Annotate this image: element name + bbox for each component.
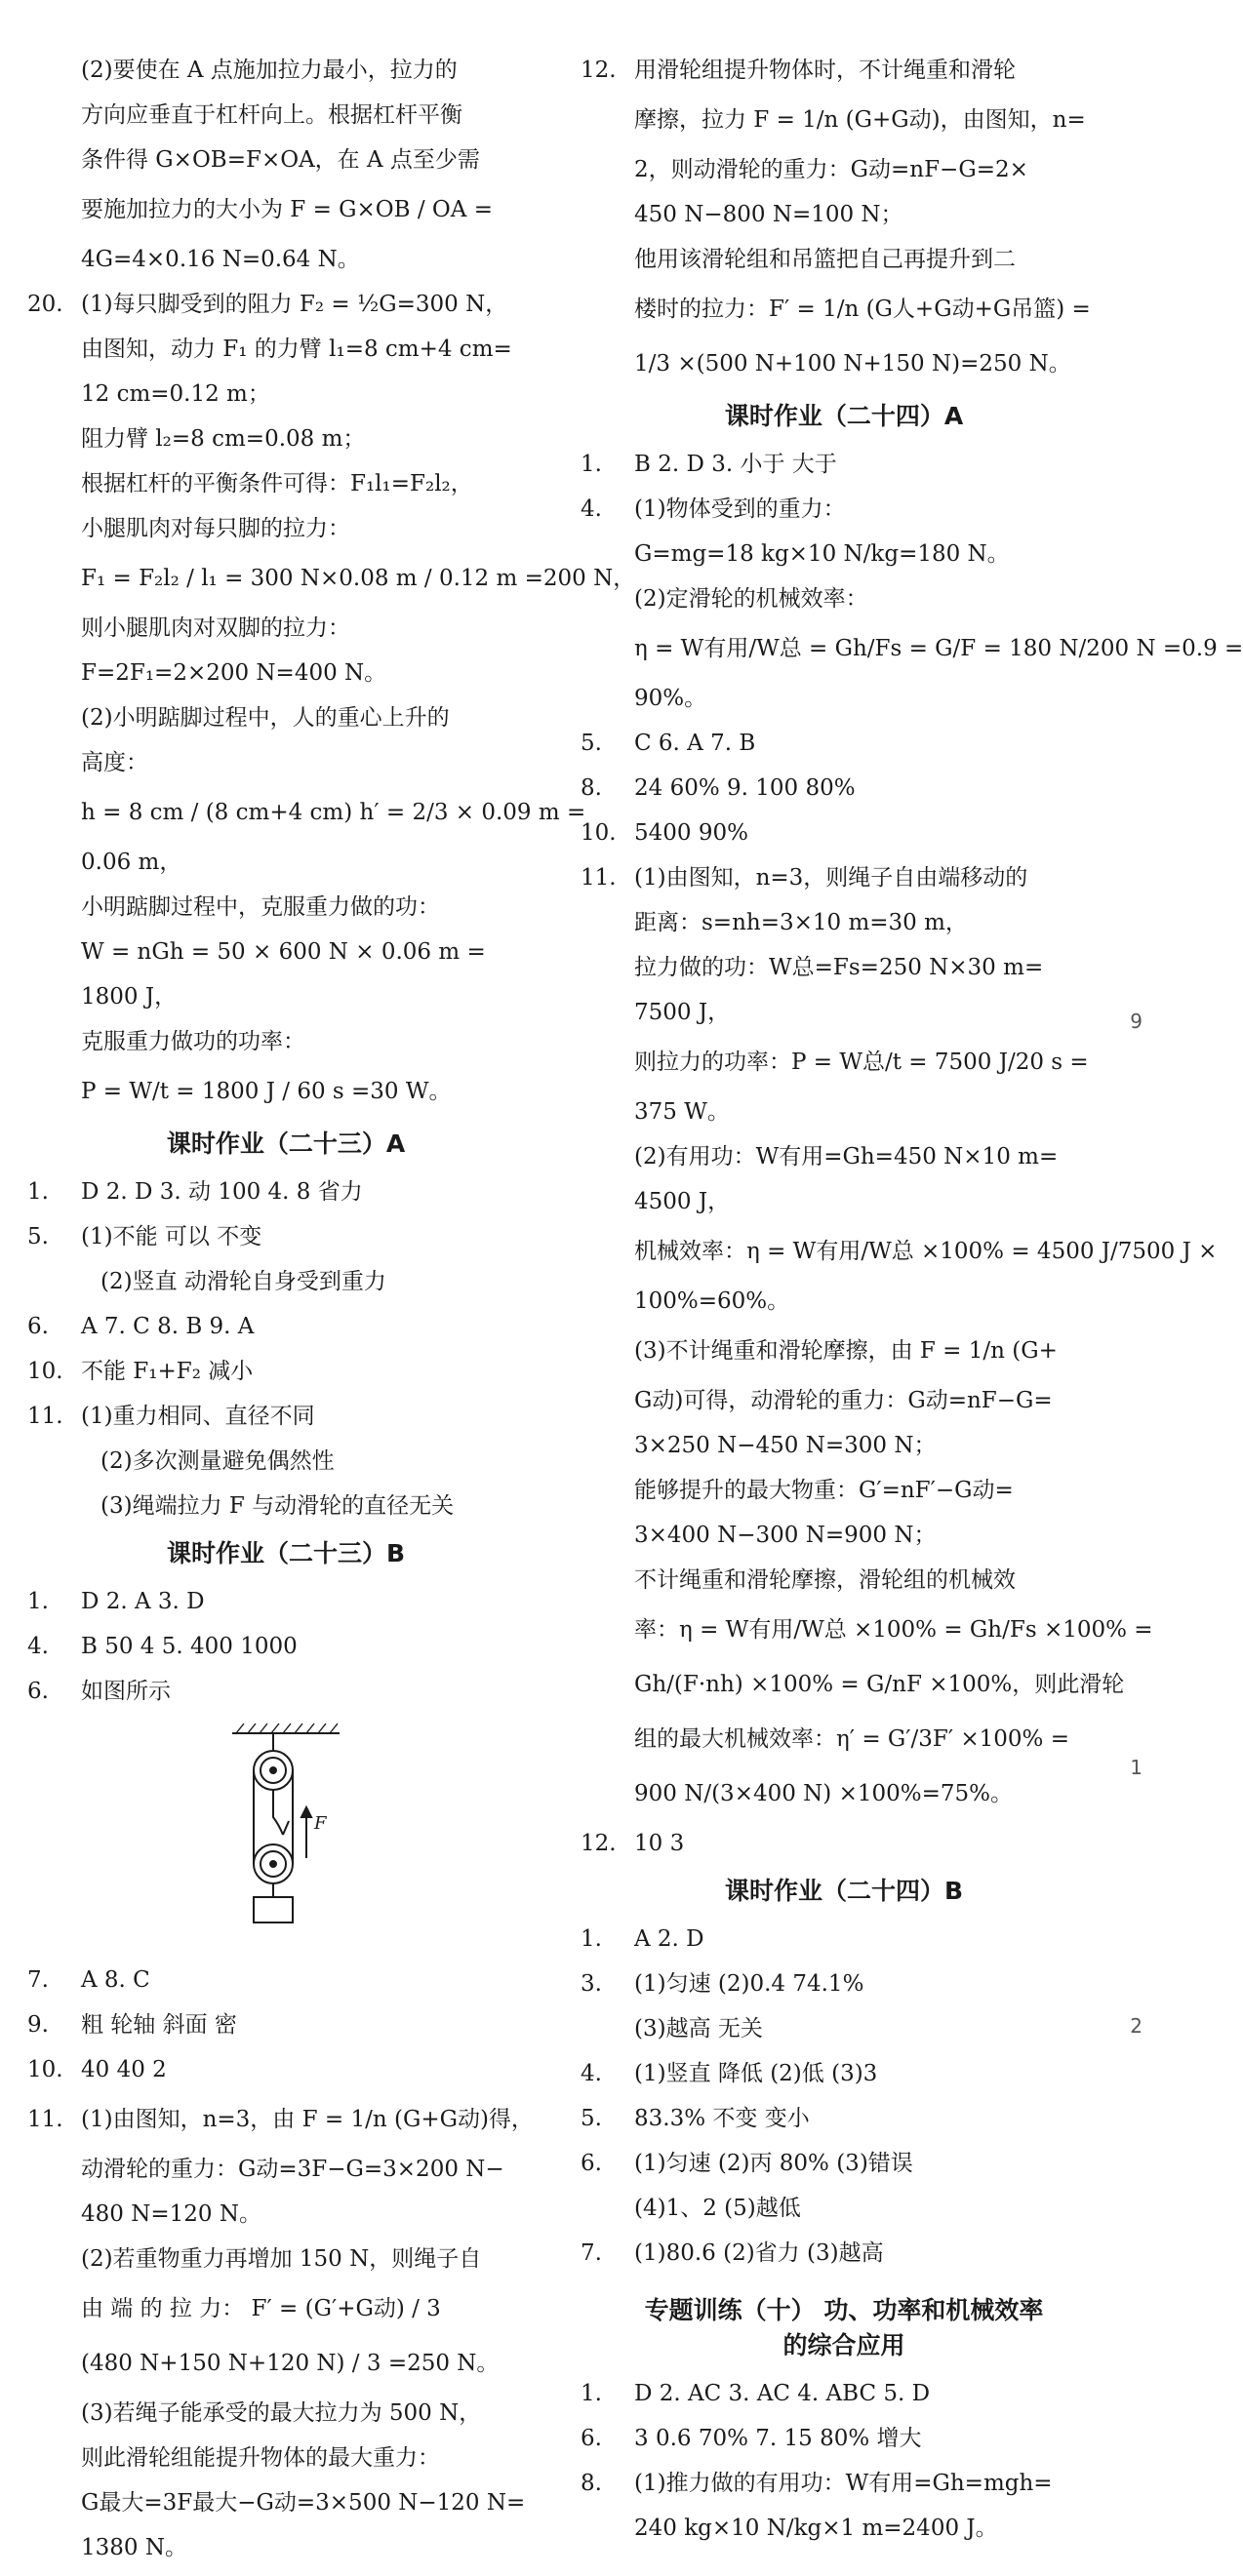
question-number: 12. — [581, 58, 617, 83]
special-heading-line-1: 专题训练（十） 功、功率和机械效率 — [644, 2296, 1044, 2324]
answer-line — [581, 1967, 1107, 2001]
answer-text: (3)越高 无关 — [634, 2016, 763, 2041]
answer-line — [581, 2422, 1107, 2455]
answer-text: D 2. A 3. D — [81, 1589, 205, 1614]
answer-text: 240 kg×10 N/kg×1 m=2400 J。 — [634, 2516, 998, 2541]
answer-line — [581, 1230, 1218, 1273]
question-number: 6. — [581, 2426, 602, 2451]
question-number: 4. — [581, 496, 602, 522]
answer-text: 根据杠杆的平衡条件可得：F₁l₁=F₂l₂， — [81, 471, 473, 496]
answer-line — [27, 377, 544, 411]
answer-text: 距离：s=nh=3×10 m=30 m， — [634, 910, 968, 935]
answer-line — [27, 1963, 544, 1997]
section-heading-special-10 — [581, 2293, 1107, 2363]
answer-line — [27, 2531, 544, 2564]
section-heading-23b: 课时作业（二十三）B — [166, 1539, 406, 1567]
answer-line — [581, 2102, 1107, 2135]
answer-line — [27, 243, 544, 276]
answer-line — [27, 656, 544, 690]
answer-text: 摩擦，拉力 F = 1/n (G+G动)，由图知，n= — [634, 107, 1086, 133]
answer-line — [581, 342, 1107, 385]
question-number: 9. — [27, 2012, 49, 2038]
right-answer-block-1 — [581, 54, 1107, 385]
question-number: 11. — [27, 2107, 63, 2132]
answer-text: 拉力做的功：W总=Fs=250 N×30 m= — [634, 955, 1044, 980]
answer-text: 2，则动滑轮的重力：G动=nF−G=2× — [634, 157, 1028, 182]
answer-line — [27, 1400, 544, 1433]
answer-line — [581, 1519, 1107, 1552]
answer-text: 克服重力做功的功率： — [81, 1029, 305, 1054]
answer-text: 楼时的拉力：F′ = 1/n (G人+G动+G吊篮) = — [634, 297, 1091, 322]
answer-text: C 6. A 7. B — [634, 731, 756, 756]
answer-line — [581, 2057, 1107, 2090]
answer-text: 不计绳重和滑轮摩擦，滑轮组的机械效 — [634, 1567, 1016, 1593]
answer-text: G=mg=18 kg×10 N/kg=180 N。 — [634, 541, 1010, 567]
answer-text: D 2. D 3. 动 100 4. 8 省力 — [81, 1179, 363, 1205]
answer-line — [581, 816, 1107, 850]
question-number: 4. — [581, 2061, 602, 2086]
answer-text: 方向应垂直于杠杆向上。根据杠杆平衡 — [81, 102, 462, 128]
answer-line — [27, 333, 544, 366]
left-answer-block-4 — [27, 1963, 544, 2564]
answer-text: (2)多次测量避免偶然性 — [100, 1448, 335, 1474]
answer-line — [27, 99, 544, 132]
answer-line — [27, 1220, 544, 1253]
answer-text: (3)不计绳重和滑轮摩擦，由 F = 1/n (G+ — [634, 1338, 1058, 1364]
answer-line — [27, 2053, 544, 2086]
answer-line — [27, 2153, 544, 2186]
answer-text: W = nGh = 50 × 600 N × 0.06 m = — [81, 939, 486, 965]
question-number: 1. — [27, 1589, 49, 1614]
question-number: 1. — [581, 1926, 602, 1952]
answer-line — [27, 2441, 544, 2475]
answer-line — [581, 1474, 1107, 1507]
question-number: 5. — [27, 1224, 49, 1249]
answer-text: 3 0.6 70% 7. 15 80% 增大 — [634, 2426, 922, 2451]
answer-text: 不能 F₁+F₂ 减小 — [81, 1359, 254, 1384]
answer-line — [581, 1772, 1107, 1815]
answer-line — [581, 1718, 1107, 1761]
answer-line — [581, 1608, 1153, 1651]
question-number: 8. — [581, 2471, 602, 2496]
answer-line — [581, 682, 1107, 715]
answer-text: h = 8 cm / (8 cm+4 cm) h′ = 2/3 × 0.09 m = — [81, 800, 586, 825]
answer-line — [581, 448, 1107, 481]
answer-line — [581, 537, 1107, 571]
pulley-diagram — [27, 1720, 554, 1944]
answer-text: (1)重力相同、直径不同 — [81, 1404, 315, 1429]
question-number: 1. — [581, 452, 602, 477]
answer-line — [581, 1285, 1107, 1318]
answer-text: 24 60% 9. 100 80% — [634, 775, 856, 801]
answer-line — [581, 1384, 1107, 1417]
answer-line — [27, 2486, 544, 2519]
answer-text: 12 cm=0.12 m； — [81, 381, 270, 407]
answer-text: 5400 90% — [634, 820, 748, 846]
answer-text: 3×250 N−450 N=300 N； — [634, 1433, 937, 1458]
answer-text: 组的最大机械效率：η′ = G′/3F′ ×100% = — [634, 1726, 1069, 1752]
answer-line — [27, 422, 544, 456]
question-number: 8. — [581, 775, 602, 801]
question-number: 3. — [581, 1971, 602, 1997]
answer-text: (1)推力做的有用功：W有用=Gh=mgh= — [634, 2471, 1053, 2496]
answer-text: (2)竖直 动滑轮自身受到重力 — [100, 1269, 386, 1294]
answer-text: G动)可得，动滑轮的重力：G动=nF−G= — [634, 1388, 1053, 1413]
answer-line — [581, 198, 1107, 231]
answer-line — [27, 1675, 544, 1708]
answer-line — [581, 288, 1107, 331]
question-number: 10. — [27, 2057, 63, 2082]
answer-line — [27, 1070, 544, 1113]
answer-line — [581, 996, 1107, 1029]
answer-line — [27, 143, 544, 177]
answer-line — [27, 1025, 544, 1058]
answer-line — [581, 1140, 1107, 1173]
right-answer-block-4 — [581, 2377, 1107, 2545]
section-heading-23a: 课时作业（二十三）A — [166, 1129, 406, 1158]
answer-text: (1)匀速 (2)丙 80% (3)错误 — [634, 2151, 913, 2176]
question-number: 1. — [581, 2381, 602, 2406]
answer-text: (1)每只脚受到的阻力 F₂ = ½G=300 N， — [81, 292, 508, 317]
left-answer-block-3 — [27, 1585, 544, 1708]
answer-text: (2)若重物重力再增加 150 N，则绳子自 — [81, 2246, 482, 2272]
answer-text: 480 N=120 N。 — [81, 2201, 261, 2227]
question-number: 4. — [27, 1634, 49, 1659]
answer-line — [581, 1185, 1107, 1218]
answer-text: 450 N−800 N=100 N； — [634, 202, 903, 227]
answer-text: (2)定滑轮的机械效率： — [634, 586, 868, 612]
answer-text: 7500 J， — [634, 1000, 731, 1025]
answer-line — [27, 1489, 544, 1523]
answer-line — [581, 1429, 1107, 1462]
right-answer-block-2 — [581, 448, 1243, 1860]
answer-line — [27, 980, 544, 1013]
answer-text: 高度： — [81, 750, 148, 775]
answer-line — [581, 1564, 1107, 1597]
answer-line — [581, 1329, 1107, 1372]
answer-line — [581, 951, 1107, 984]
answer-text: 则拉力的功率：P = W总/t = 7500 J/20 s = — [634, 1050, 1089, 1075]
answer-line — [27, 2342, 544, 2385]
answer-line — [27, 1585, 544, 1618]
answer-text: (1)由图知，n=3，则绳子自由端移动的 — [634, 865, 1028, 891]
answer-text: 3×400 N−300 N=900 N； — [634, 1523, 937, 1548]
answer-line — [581, 153, 1107, 186]
answer-text: 粗 轮轴 斜面 密 — [81, 2012, 237, 2038]
answer-text: (4)1、2 (5)越低 — [634, 2196, 801, 2221]
question-number: 10. — [27, 1359, 63, 1384]
answer-text: 1/3 ×(500 N+100 N+150 N)=250 N。 — [634, 351, 1071, 376]
answer-text: 则小腿肌肉对双脚的拉力： — [81, 615, 350, 641]
answer-text: (3)若绳子能承受的最大拉力为 500 N， — [81, 2400, 482, 2426]
question-number: 7. — [27, 1967, 49, 1993]
left-column — [27, 54, 636, 2576]
force-label: F — [314, 1813, 327, 1834]
answer-text: 1800 J， — [81, 984, 178, 1010]
question-number: 11. — [581, 865, 617, 891]
answer-line — [27, 557, 636, 600]
answer-line — [581, 2512, 1107, 2545]
answer-text: 阻力臂 l₂=8 cm=0.08 m； — [81, 426, 366, 452]
answer-text: Gh/(F·nh) ×100% = G/nF ×100%，则此滑轮 — [634, 1672, 1125, 1697]
answer-text: A 2. D — [634, 1926, 704, 1952]
answer-line — [27, 791, 586, 834]
answer-line — [581, 2237, 1107, 2270]
answer-text: 900 N/(3×400 N) ×100%=75%。 — [634, 1781, 1014, 1806]
answer-line — [581, 2377, 1107, 2410]
answer-text: (1)物体受到的重力： — [634, 496, 846, 522]
answer-text: A 7. C 8. B 9. A — [81, 1314, 255, 1339]
section-heading-24a: 课时作业（二十四）A — [724, 402, 964, 430]
answer-text: 40 40 2 — [81, 2057, 167, 2082]
question-number: 11. — [27, 1404, 63, 1429]
answer-text: 83.3% 不变 变小 — [634, 2106, 810, 2131]
answer-text: (2)小明踮脚过程中，人的重心上升的 — [81, 705, 450, 731]
answer-text: A 8. C — [81, 1967, 150, 1993]
pulley-figure — [27, 1720, 554, 1944]
question-number: 5. — [581, 731, 602, 756]
answer-line — [27, 2008, 544, 2041]
answer-text: (1)竖直 降低 (2)低 (3)3 — [634, 2061, 878, 2086]
answer-text: D 2. AC 3. AC 4. ABC 5. D — [634, 2381, 931, 2406]
answer-text: 100%=60%。 — [634, 1288, 790, 1314]
answer-text: (2)有用功：W有用=Gh=450 N×10 m= — [634, 1144, 1059, 1169]
answer-text: 10 3 — [634, 1831, 685, 1856]
answer-line — [581, 906, 1107, 939]
section-heading-24b: 课时作业（二十四）B — [724, 1877, 964, 1905]
answer-line — [27, 1355, 544, 1388]
answer-text: 1380 N。 — [81, 2535, 187, 2560]
answer-line — [581, 243, 1107, 276]
left-answer-block-2 — [27, 1175, 544, 1523]
answer-line — [27, 2397, 544, 2430]
answer-line — [27, 188, 544, 231]
question-number: 20. — [27, 292, 63, 317]
answer-text: 用滑轮组提升物体时，不计绳重和滑轮 — [634, 58, 1016, 83]
answer-line — [27, 1445, 544, 1478]
answer-text: 要施加拉力的大小为 F = G×OB / OA = — [81, 197, 493, 222]
answer-line — [581, 1095, 1107, 1129]
answer-text: 375 W。 — [634, 1099, 730, 1125]
question-number: 1. — [27, 1179, 49, 1205]
answer-line — [581, 2192, 1107, 2225]
answer-line — [27, 846, 544, 879]
answer-line — [581, 54, 1107, 87]
right-column — [581, 54, 1243, 2556]
answer-line — [581, 1663, 1125, 1706]
answer-text: G最大=3F最大−G动=3×500 N−120 N= — [81, 2490, 526, 2516]
answer-text: 能够提升的最大物重：G′=nF′−G动= — [634, 1478, 1014, 1503]
answer-text: 0.06 m， — [81, 850, 182, 875]
margin-mark: 9 — [1130, 1010, 1143, 1033]
answer-text: B 2. D 3. 小于 大于 — [634, 452, 837, 477]
answer-line — [27, 1265, 544, 1298]
answer-text: (2)要使在 A 点施加拉力最小，拉力的 — [81, 58, 458, 83]
answer-line — [581, 627, 1243, 670]
answer-text: 条件得 G×OB=F×OA，在 A 点至少需 — [81, 147, 480, 173]
answer-line — [27, 2287, 544, 2330]
answer-line — [581, 2012, 1107, 2045]
answer-text: 4G=4×0.16 N=0.64 N。 — [81, 247, 360, 272]
answer-line — [581, 582, 1107, 615]
question-number: 10. — [581, 820, 617, 846]
answer-text: 如图所示 — [81, 1679, 171, 1704]
answer-text: 则此滑轮组能提升物体的最大重力： — [81, 2445, 440, 2471]
answer-text: 率：η = W有用/W总 ×100% = Gh/Fs ×100% = — [634, 1617, 1153, 1643]
question-number: 6. — [27, 1679, 49, 1704]
answer-text: (1)80.6 (2)省力 (3)越高 — [634, 2240, 884, 2266]
question-number: 6. — [27, 1314, 49, 1339]
answer-line — [27, 1630, 544, 1663]
question-number: 5. — [581, 2106, 602, 2131]
question-number: 12. — [581, 1831, 617, 1856]
answer-line — [581, 2467, 1107, 2500]
answer-line — [27, 512, 544, 545]
answer-line — [27, 467, 544, 500]
answer-line — [27, 2198, 544, 2231]
answer-line — [581, 727, 1107, 760]
answer-text: 动滑轮的重力：G动=3F−G=3×200 N− — [81, 2157, 504, 2182]
question-number: 7. — [581, 2240, 602, 2266]
answer-text: 4500 J， — [634, 1189, 731, 1214]
answer-text: F=2F₁=2×200 N=400 N。 — [81, 660, 387, 686]
question-number: 6. — [581, 2151, 602, 2176]
answer-text: (1)不能 可以 不变 — [81, 1224, 262, 1249]
answer-line — [27, 1310, 544, 1343]
right-answer-block-3 — [581, 1922, 1107, 2270]
answer-line — [581, 861, 1107, 894]
margin-mark: 2 — [1130, 2014, 1143, 2038]
answer-line — [581, 2147, 1107, 2180]
answer-text: F₁ = F₂l₂ / l₁ = 300 N×0.08 m / 0.12 m =200 N， — [81, 566, 636, 591]
answer-line — [581, 1041, 1107, 1084]
answer-line — [27, 701, 544, 734]
answer-line — [27, 2242, 544, 2276]
answer-line — [581, 1827, 1107, 1860]
answer-line — [581, 1922, 1107, 1956]
margin-mark: 1 — [1130, 1756, 1143, 1779]
answer-text: (1)匀速 (2)0.4 74.1% — [634, 1971, 864, 1997]
answer-text: η = W有用/W总 = Gh/Fs = G/F = 180 N/200 N =0.9 = — [634, 636, 1243, 661]
answer-line — [27, 2098, 544, 2141]
answer-text: 他用该滑轮组和吊篮把自己再提升到二 — [634, 247, 1016, 272]
answer-line — [581, 99, 1107, 141]
answer-text: B 50 4 5. 400 1000 — [81, 1634, 298, 1659]
answer-text: (3)绳端拉力 F 与动滑轮的直径无关 — [100, 1493, 455, 1519]
answer-line — [581, 772, 1107, 805]
answer-text: (480 N+150 N+120 N) / 3 =250 N。 — [81, 2351, 500, 2376]
answer-line — [27, 288, 544, 321]
answer-line — [27, 891, 544, 924]
answer-text: 90%。 — [634, 686, 707, 711]
answer-text: 由图知，动力 F₁ 的力臂 l₁=8 cm+4 cm= — [81, 337, 512, 362]
answer-line — [27, 1175, 544, 1209]
answer-text: 机械效率：η = W有用/W总 ×100% = 4500 J/7500 J × — [634, 1239, 1218, 1264]
answer-line — [27, 612, 544, 645]
answer-line — [27, 746, 544, 779]
answer-text: 小腿肌肉对每只脚的拉力： — [81, 516, 350, 541]
answer-text: 由 端 的 拉 力： F′ = (G′+G动) / 3 — [81, 2296, 441, 2321]
answer-line — [27, 935, 544, 969]
answer-text: P = W/t = 1800 J / 60 s =30 W。 — [81, 1079, 452, 1104]
answer-line — [27, 54, 544, 87]
answer-text: (1)由图知，n=3，由 F = 1/n (G+G动)得， — [81, 2107, 534, 2132]
answer-line — [581, 493, 1107, 526]
special-heading-line-2: 的综合应用 — [782, 2331, 905, 2359]
answer-text: 小明踮脚过程中，克服重力做的功： — [81, 894, 440, 920]
